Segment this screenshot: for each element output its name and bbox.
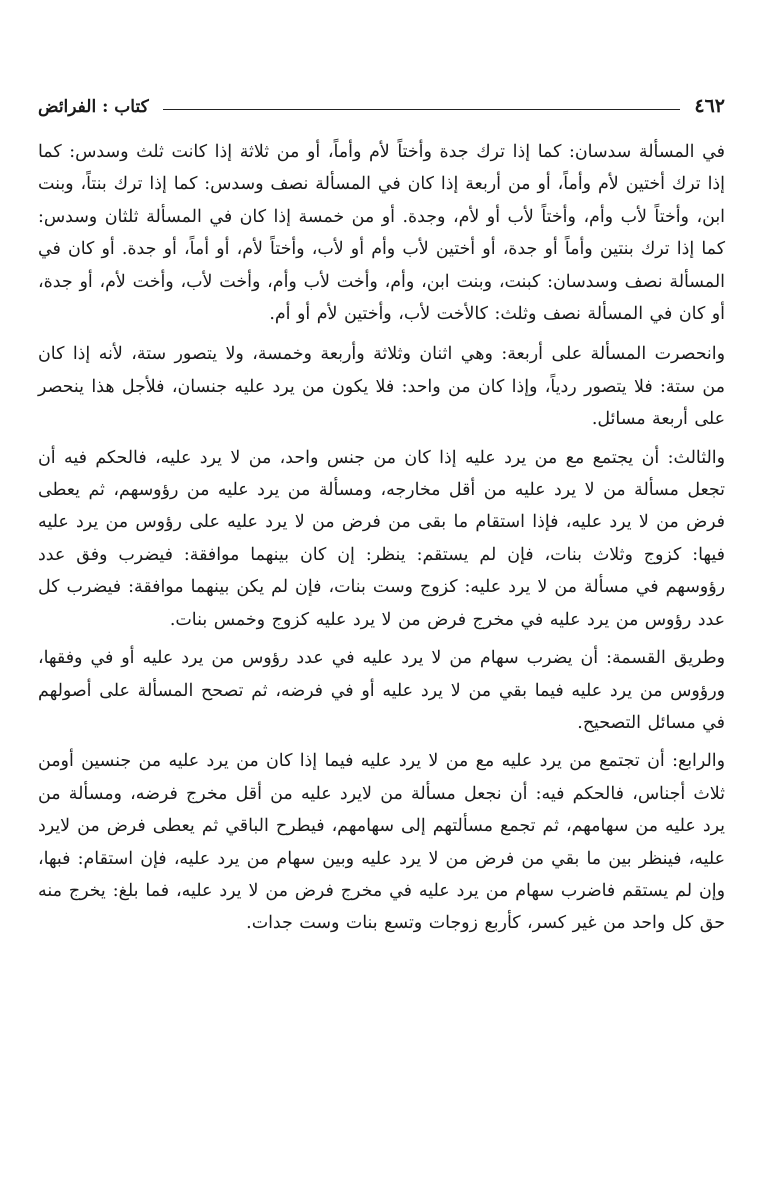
page-body <box>38 136 725 940</box>
header-rule <box>163 109 681 110</box>
paragraph: والرابع: أن تجتمع من يرد عليه مع من لا يرد عليه فيما إذا كان من يرد عليه من جنسين أومن ثلاث أجناس، فالحكم فيه: أن نجعل مسألة من لايرد عليه من أقل مخرج فرضه، ومسألة من يرد عليه من سهامهم، ثم تجمع مسألتهم إلى سهامهم، فيطرح الباقي ثم يعطى فرض من لايرد عليه، فينظر بين ما بقي من فرض من لا يرد عليه وبين سهام من يرد عليه، فإن استقام: فبها، وإن لم يستقم فاضرب سهام من يرد عليه في مخرج فرض من لا يرد عليه، فما بلغ: يخرج منه حق كل واحد من غير كسر، كأربع زوجات وتسع بنات وست جدات. <box>38 751 726 934</box>
paragraph: وطريق القسمة: أن يضرب سهام من لا يرد عليه في عدد رؤوس من يرد عليه أو في وفقها، ورؤوس من يرد عليه فيما بقي من لا يرد عليه أو في فرضه، ثم تصحح المسألة على أصولهم في مسائل التصحيح. <box>38 648 725 733</box>
page-number: ٤٦٢ <box>694 95 725 117</box>
page-header <box>38 86 725 120</box>
paragraph: في المسألة سدسان: كما إذا ترك جدة وأختاً لأم وأماً، أو من ثلاثة إذا كانت ثلث وسدس: كما إذا ترك أختين لأم وأماً، أو من أربعة إذا كان في المسألة نصف وسدس: كما إذا ترك بنتاً، وبنت ابن، وأختاً لأب وأم، وأختاً لأب أو لأم، وجدة. أو من خمسة إذا كان في المسألة ثلثان وسدس: كما إذا ترك بنتين وأماً أو جدة، أو أختين لأب وأم أو لأب، وأختاً لأم، أو أماً، أو جدة. أو كان في المسألة نصف وسدسان: كبنت، وبنت ابن، وأم، وأخت لأب وأم، وأخت لأب، وأخت لأم، أو جدة، أو كان في المسألة نصف وثلث: كالأخت لأب، وأختين لأم أو أم. <box>38 142 725 325</box>
paragraph: وانحصرت المسألة على أربعة: وهي اثنان وثلاثة وأربعة وخمسة، ولا يتصور ستة، لأنه إذا كان من ستة: فلا يتصور ردياً، وإذا كان من واحد: فلا يكون من يرد عليه جنسان، فلأجل هذا ينحصر على أربعة مسائل. <box>38 344 725 430</box>
running-title: كتاب : الفرائض <box>38 97 149 117</box>
paragraph: والثالث: أن يجتمع مع من يرد عليه إذا كان من جنس واحد، من لا يرد عليه، فالحكم فيه أن تجعل مسألة من لا يرد عليه من أقل مخارجه، ومسألة من يرد عليه من رؤوسهم، ثم يعطى فرض من لا يرد عليه، فإذا استقام ما بقى من فرض من لا يرد عليه على رؤوس من يرد عليه فيها: كزوج وثلاث بنات، فإن لم يستقم: ينظر: إن كان بينهما موافقة: فيضرب وفق عدد رؤوسهم في مسألة من لا يرد عليه: كزوج وست بنات، فإن لم يكن بينهما موافقة: فيضرب كل عدد رؤوس من يرد عليه في مخرج فرض من لا يرد عليه كزوج وخمس بنات. <box>38 447 725 630</box>
